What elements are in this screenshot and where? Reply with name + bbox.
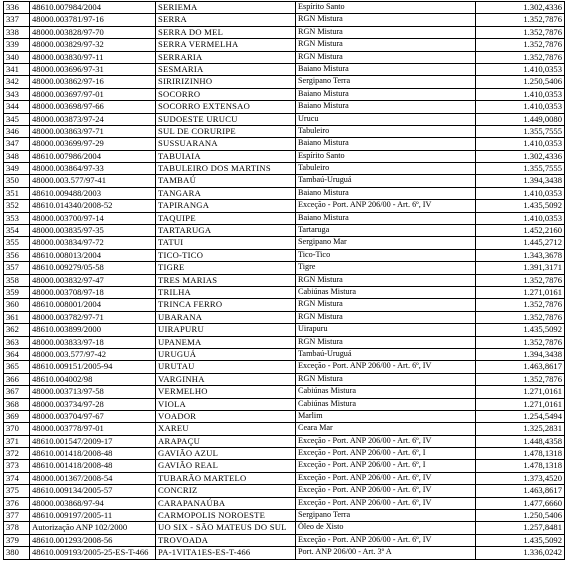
row-number-cell: 338 [4,26,30,38]
table-row [4,398,565,410]
field-name-cell: TAPIRANGA [156,200,296,212]
row-number-cell: 368 [4,398,30,410]
process-number-cell: 48000.003781/97-16 [30,14,156,26]
field-name-cell: SUL DE CORURIPE [156,125,296,137]
process-number-cell: 48000.003834/97-72 [30,237,156,249]
oil-type-cell: Tambaú-Uruguá [296,348,476,360]
process-number-cell: 48000.003833/97-18 [30,336,156,348]
process-number-cell: 48610.004002/98 [30,373,156,385]
table-row [4,39,565,51]
process-number-cell: 48610.009488/2003 [30,187,156,199]
row-number-cell: 347 [4,138,30,150]
field-name-cell: GAVIÃO AZUL [156,448,296,460]
price-value-cell: 1.271,0161 [476,286,565,298]
field-name-cell: VERMELHO [156,386,296,398]
table-row [4,361,565,373]
field-name-cell: SERIEMA [156,2,296,14]
table-row [4,150,565,162]
price-value-cell: 1.463,8617 [476,485,565,497]
field-name-cell: TAMBAÚ [156,175,296,187]
oil-type-cell: Cabiúnas Mistura [296,286,476,298]
price-value-cell: 1.449,0080 [476,113,565,125]
table-row [4,373,565,385]
field-name-cell: SUSSUARANA [156,138,296,150]
fields-table [3,1,565,560]
table-row [4,460,565,472]
price-value-cell: 1.477,6660 [476,497,565,509]
table-row [4,88,565,100]
process-number-cell: 48000.003698/97-66 [30,101,156,113]
table-row [4,534,565,546]
table-row [4,522,565,534]
field-name-cell: TIGRE [156,262,296,274]
price-value-cell: 1.250,5406 [476,76,565,88]
field-name-cell: TARTARUGA [156,225,296,237]
oil-type-cell: Sergipano Terra [296,76,476,88]
oil-type-cell: Baiano Mistura [296,138,476,150]
field-name-cell: CARAPANAÚBA [156,497,296,509]
oil-type-cell: Exceção - Port. ANP 206/00 - Art. 6º, IV [296,472,476,484]
price-value-cell: 1.352,7876 [476,26,565,38]
oil-type-cell: RGN Mistura [296,373,476,385]
field-name-cell: SERRA VERMELHA [156,39,296,51]
process-number-cell: 48610.001547/2009-17 [30,435,156,447]
row-number-cell: 354 [4,225,30,237]
row-number-cell: 343 [4,88,30,100]
process-number-cell: 48000.003.577/97-42 [30,348,156,360]
field-name-cell: TRINCA FERRO [156,299,296,311]
row-number-cell: 346 [4,125,30,137]
price-value-cell: 1.352,7876 [476,373,565,385]
price-value-cell: 1.410,0353 [476,88,565,100]
process-number-cell: 48000.003.577/97-41 [30,175,156,187]
field-name-cell: SOCORRO [156,88,296,100]
oil-type-cell: Sergipano Terra [296,510,476,522]
price-value-cell: 1.435,5092 [476,534,565,546]
row-number-cell: 372 [4,448,30,460]
oil-type-cell: Óleo de Xisto [296,522,476,534]
oil-type-cell: Uirapuru [296,324,476,336]
row-number-cell: 373 [4,460,30,472]
oil-type-cell: Tico-Tico [296,249,476,261]
oil-type-cell: Cabiúnas Mistura [296,386,476,398]
field-name-cell: TRES MARIAS [156,274,296,286]
field-name-cell: SERRA DO MEL [156,26,296,38]
row-number-cell: 375 [4,485,30,497]
row-number-cell: 376 [4,497,30,509]
price-value-cell: 1.352,7876 [476,51,565,63]
row-number-cell: 377 [4,510,30,522]
oil-type-cell: RGN Mistura [296,311,476,323]
table-row [4,138,565,150]
row-number-cell: 379 [4,534,30,546]
field-name-cell: SOCORRO EXTENSAO [156,101,296,113]
price-value-cell: 1.355,7555 [476,125,565,137]
field-name-cell: TATUI [156,237,296,249]
price-value-cell: 1.257,8481 [476,522,565,534]
price-value-cell: 1.325,2831 [476,423,565,435]
price-value-cell: 1.352,7876 [476,14,565,26]
row-number-cell: 337 [4,14,30,26]
oil-type-cell: RGN Mistura [296,26,476,38]
oil-type-cell: Urucu [296,113,476,125]
table-row [4,26,565,38]
row-number-cell: 365 [4,361,30,373]
oil-type-cell: Marlim [296,410,476,422]
oil-type-cell: Baiano Mistura [296,63,476,75]
row-number-cell: 349 [4,163,30,175]
oil-type-cell: Exceção - Port. ANP 206/00 - Art. 6º, IV [296,485,476,497]
field-name-cell: CARMOPOLIS NOROESTE [156,510,296,522]
price-value-cell: 1.478,1318 [476,460,565,472]
field-name-cell: TICO-TICO [156,249,296,261]
field-name-cell: URUTAU [156,361,296,373]
row-number-cell: 340 [4,51,30,63]
field-name-cell: URUGUÁ [156,348,296,360]
process-number-cell: 48000.003708/97-18 [30,286,156,298]
price-value-cell: 1.352,7876 [476,336,565,348]
oil-type-cell: Tartaruga [296,225,476,237]
oil-type-cell: Espírito Santo [296,150,476,162]
process-number-cell: 48000.003832/97-47 [30,274,156,286]
fields-table-body [4,2,565,560]
process-number-cell: 48000.003699/97-29 [30,138,156,150]
price-value-cell: 1.410,0353 [476,101,565,113]
row-number-cell: 351 [4,187,30,199]
row-number-cell: 358 [4,274,30,286]
price-value-cell: 1.410,0353 [476,187,565,199]
process-number-cell: 48610.007986/2004 [30,150,156,162]
field-name-cell: UIRAPURU [156,324,296,336]
row-number-cell: 378 [4,522,30,534]
price-value-cell: 1.271,0161 [476,386,565,398]
field-name-cell: GAVIÃO REAL [156,460,296,472]
price-value-cell: 1.435,5092 [476,324,565,336]
process-number-cell: 48610.001418/2008-48 [30,460,156,472]
table-row [4,299,565,311]
row-number-cell: 364 [4,348,30,360]
field-name-cell: SESMARIA [156,63,296,75]
table-row [4,249,565,261]
field-name-cell: SIRIRIZINHO [156,76,296,88]
row-number-cell: 360 [4,299,30,311]
price-value-cell: 1.448,4358 [476,435,565,447]
process-number-cell: 48000.003868/97-94 [30,497,156,509]
field-name-cell: TROVOADA [156,534,296,546]
row-number-cell: 369 [4,410,30,422]
oil-type-cell: Exceção - Port. ANP 206/00 - Art. 6º, IV [296,361,476,373]
field-name-cell: VARGINHA [156,373,296,385]
table-row [4,311,565,323]
field-name-cell: TAQUIPE [156,212,296,224]
process-number-cell: 48610.009134/2005-57 [30,485,156,497]
oil-type-cell: Tambaú-Uruguá [296,175,476,187]
process-number-cell: 48610.014340/2008-52 [30,200,156,212]
row-number-cell: 361 [4,311,30,323]
process-number-cell: 48000.003697/97-01 [30,88,156,100]
price-value-cell: 1.435,5092 [476,200,565,212]
oil-type-cell: RGN Mistura [296,51,476,63]
row-number-cell: 357 [4,262,30,274]
table-row [4,336,565,348]
row-number-cell: 371 [4,435,30,447]
table-row [4,51,565,63]
row-number-cell: 362 [4,324,30,336]
process-number-cell: 48000.003700/97-14 [30,212,156,224]
row-number-cell: 367 [4,386,30,398]
price-value-cell: 1.394,3438 [476,348,565,360]
price-value-cell: 1.410,0353 [476,63,565,75]
process-number-cell: 48000.003734/97-28 [30,398,156,410]
table-row [4,423,565,435]
price-value-cell: 1.394,3438 [476,175,565,187]
oil-type-cell: Sergipano Mar [296,237,476,249]
row-number-cell: 348 [4,150,30,162]
process-number-cell: 48610.007984/2004 [30,2,156,14]
process-number-cell: 48610.008001/2004 [30,299,156,311]
price-value-cell: 1.373,4520 [476,472,565,484]
row-number-cell: 352 [4,200,30,212]
process-number-cell: 48000.003864/97-33 [30,163,156,175]
oil-type-cell: Tabuleiro [296,163,476,175]
oil-type-cell: Ceara Mar [296,423,476,435]
process-number-cell: 48000.003829/97-32 [30,39,156,51]
process-number-cell: 48610.008013/2004 [30,249,156,261]
field-name-cell: SERRARIA [156,51,296,63]
table-row [4,63,565,75]
table-row [4,472,565,484]
price-value-cell: 1.445,2712 [476,237,565,249]
field-name-cell: TRILHA [156,286,296,298]
field-name-cell: UO SIX - SÃO MATEUS DO SUL [156,522,296,534]
table-row [4,237,565,249]
table-row [4,175,565,187]
row-number-cell: 355 [4,237,30,249]
process-number-cell: 48000.003873/97-24 [30,113,156,125]
table-row [4,386,565,398]
process-number-cell: 48610.009279/05-58 [30,262,156,274]
row-number-cell: 380 [4,547,30,559]
oil-type-cell: Espírito Santo [296,2,476,14]
row-number-cell: 344 [4,101,30,113]
oil-type-cell: RGN Mistura [296,299,476,311]
fields-table-container [3,1,565,560]
process-number-cell: 48000.001367/2008-54 [30,472,156,484]
price-value-cell: 1.343,3678 [476,249,565,261]
field-name-cell: TUBARÃO MARTELO [156,472,296,484]
price-value-cell: 1.336,0242 [476,547,565,559]
table-row [4,274,565,286]
field-name-cell: XAREU [156,423,296,435]
row-number-cell: 341 [4,63,30,75]
table-row [4,324,565,336]
oil-type-cell: Baiano Mistura [296,88,476,100]
price-value-cell: 1.391,3171 [476,262,565,274]
price-value-cell: 1.410,0353 [476,212,565,224]
field-name-cell: SUDOESTE URUCU [156,113,296,125]
process-number-cell: 48000.003713/97-58 [30,386,156,398]
field-name-cell: CONCRIZ [156,485,296,497]
price-value-cell: 1.478,1318 [476,448,565,460]
price-value-cell: 1.352,7876 [476,311,565,323]
price-value-cell: 1.410,0353 [476,138,565,150]
row-number-cell: 374 [4,472,30,484]
price-value-cell: 1.352,7876 [476,274,565,286]
field-name-cell: TABUIAIA [156,150,296,162]
table-row [4,286,565,298]
table-row [4,262,565,274]
process-number-cell: 48610.003899/2000 [30,324,156,336]
process-number-cell: 48610.009197/2005-11 [30,510,156,522]
oil-type-cell: Baiano Mistura [296,101,476,113]
row-number-cell: 339 [4,39,30,51]
table-row [4,101,565,113]
price-value-cell: 1.352,7876 [476,299,565,311]
price-value-cell: 1.254,5494 [476,410,565,422]
price-value-cell: 1.271,0161 [476,398,565,410]
price-value-cell: 1.463,8617 [476,361,565,373]
process-number-cell: 48000.003778/97-01 [30,423,156,435]
process-number-cell: 48000.003835/97-35 [30,225,156,237]
oil-type-cell: Exceção - Port. ANP 206/00 - Art. 6º, I [296,448,476,460]
oil-type-cell: Tigre [296,262,476,274]
field-name-cell: PA-1VITA1ES-ES-T-466 [156,547,296,559]
field-name-cell: UPANEMA [156,336,296,348]
oil-type-cell: Exceção - Port. ANP 206/00 - Art. 6º, IV [296,435,476,447]
field-name-cell: ARAPAÇU [156,435,296,447]
price-value-cell: 1.352,7876 [476,39,565,51]
row-number-cell: 356 [4,249,30,261]
field-name-cell: TANGARA [156,187,296,199]
process-number-cell: 48000.003704/97-67 [30,410,156,422]
process-number-cell: 48000.003782/97-71 [30,311,156,323]
row-number-cell: 359 [4,286,30,298]
table-row [4,76,565,88]
row-number-cell: 336 [4,2,30,14]
row-number-cell: 342 [4,76,30,88]
table-row [4,410,565,422]
oil-type-cell: Cabiúnas Mistura [296,398,476,410]
table-row [4,187,565,199]
table-row [4,497,565,509]
field-name-cell: VIOLA [156,398,296,410]
price-value-cell: 1.355,7555 [476,163,565,175]
oil-type-cell: Port. ANP 206/00 - Art. 3º A [296,547,476,559]
row-number-cell: 370 [4,423,30,435]
row-number-cell: 350 [4,175,30,187]
process-number-cell: 48610.009193/2005-25-ES-T-466 [30,547,156,559]
oil-type-cell: Baiano Mistura [296,187,476,199]
row-number-cell: 366 [4,373,30,385]
table-row [4,435,565,447]
process-number-cell: 48610.001293/2008-56 [30,534,156,546]
process-number-cell: 48000.003830/97-11 [30,51,156,63]
table-row [4,2,565,14]
table-row [4,448,565,460]
table-row [4,485,565,497]
table-row [4,14,565,26]
process-number-cell: 48000.003828/97-70 [30,26,156,38]
price-value-cell: 1.250,5406 [476,510,565,522]
price-value-cell: 1.302,4336 [476,2,565,14]
oil-type-cell: Exceção - Port. ANP 206/00 - Art. 6º, IV [296,200,476,212]
process-number-cell: 48610.001418/2008-48 [30,448,156,460]
table-row [4,225,565,237]
price-value-cell: 1.302,4336 [476,150,565,162]
table-row [4,510,565,522]
oil-type-cell: Exceção - Port. ANP 206/00 - Art. 6º, I [296,460,476,472]
field-name-cell: TABULEIRO DOS MARTINS [156,163,296,175]
table-row [4,348,565,360]
table-row [4,113,565,125]
table-row [4,547,565,559]
table-row [4,212,565,224]
table-row [4,125,565,137]
process-number-cell: Autorização ANP 102/2000 [30,522,156,534]
oil-type-cell: RGN Mistura [296,336,476,348]
field-name-cell: SERRA [156,14,296,26]
row-number-cell: 363 [4,336,30,348]
oil-type-cell: Exceção - Port. ANP 206/00 - Art. 6º, IV [296,497,476,509]
field-name-cell: UBARANA [156,311,296,323]
process-number-cell: 48000.003863/97-71 [30,125,156,137]
table-row [4,163,565,175]
row-number-cell: 353 [4,212,30,224]
oil-type-cell: RGN Mistura [296,274,476,286]
process-number-cell: 48000.003696/97-31 [30,63,156,75]
oil-type-cell: Tabuleiro [296,125,476,137]
oil-type-cell: Baiano Mistura [296,212,476,224]
process-number-cell: 48610.009151/2005-94 [30,361,156,373]
table-row [4,200,565,212]
price-value-cell: 1.452,2160 [476,225,565,237]
oil-type-cell: Exceção - Port. ANP 206/00 - Art. 6º, IV [296,534,476,546]
oil-type-cell: RGN Mistura [296,39,476,51]
oil-type-cell: RGN Mistura [296,14,476,26]
row-number-cell: 345 [4,113,30,125]
process-number-cell: 48000.003862/97-16 [30,76,156,88]
field-name-cell: VOADOR [156,410,296,422]
